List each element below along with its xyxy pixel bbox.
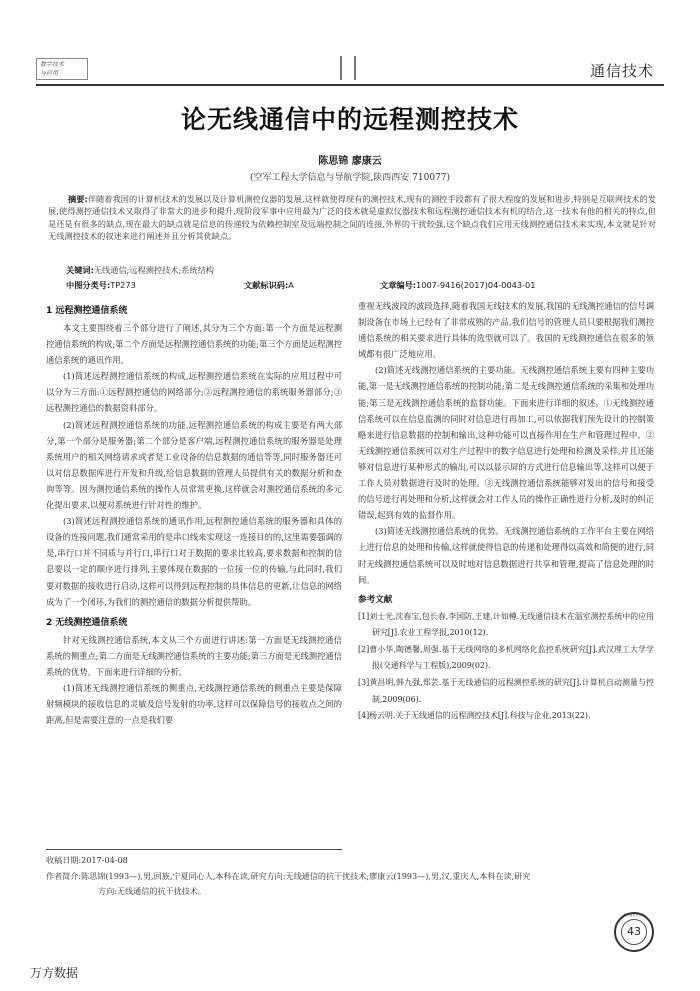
- paragraph: (2)简述远程测控通信系统的功能,远程测控通信系统的构成主要是有两大部分,第一个部分是服务器;第二个部分是客户端,远程测控通信系统的服务器是处理系统用户的相关网络请求或者是工业设备的信息数据的通信等等,同时服务器还可以对信息数据库进行开发和升级,给信息数据的管理人员提供有关的数据分析和查询等等。因为测控通信系统的操作人员常常更换,这样就会对测控通信系统的多元化提出要求,以便对系统进行针对性的维护。: [46, 419, 342, 511]
- header-rule: [36, 84, 664, 86]
- journal-logo-line2: 与应用: [40, 70, 59, 77]
- doc-code-value: A: [288, 280, 294, 290]
- keywords: [66, 265, 214, 276]
- article-number-label: 文章编号:: [380, 280, 417, 290]
- paragraph: (3)简述无线测控通信系统的优势。无线测控通信系统的工作平台主要在网络上进行信息的处理和传输,这样就使得信息的传递和处理得以高效和简便的进行,同时无线测控通信系统可以及时地对信息数据进行共享和管理,提高了信息处理的时间。: [358, 526, 654, 585]
- section-heading-2: 2 无线测控通信系统: [46, 617, 128, 628]
- right-column: [358, 298, 654, 725]
- paragraph: (1)简述无线测控通信系统的侧重点,无线测控通信系统的侧重点主要是保障射频模块的接收信息的灵敏及信号发射的功率,这样可以保障信号的接收点之间的距离,但是需要注意的一点是我们要: [46, 682, 342, 726]
- keywords-text: 无线通信;远程测控技术;系统结构: [93, 265, 214, 275]
- references-heading: 参考文献: [358, 594, 393, 605]
- reference-item: [1]刘士光,沈春宝,包长春,李国防,王建,计如樽.无线通信技术在温室测控系统中的应用研究[J].农业工程学报,2010(12).: [358, 611, 654, 638]
- abstract: [48, 193, 656, 242]
- clc-value: TP273: [110, 280, 136, 290]
- journal-logo: [36, 58, 88, 80]
- header-divider-bars: [340, 56, 364, 80]
- paragraph: (2)简述无线测控通信系统的主要功能。无线测控通信系统主要有四种主要功能,第一是无线测控通信系统的控制功能;第二是无线测控通信系统的采集和处理功能;第三是无线测控通信系统的监督功能。下面来进行详细的叙述。①无线测控通信系统可以在信息监测的同时对信息进行再加工,可以依据我们预先设计的控制策略来进行信息数据的控制和输出,这种功能可以直接作用在生产和管理过程中。②无线测控通信系统可以对生产过程中的数字信息进行处理和检测及采样,并且还能够对信息进行某种形式的输出,可以以显示屏的方式进行信息输出等,这样可以便于工作人员对数据进行及时的处理。③无线测控通信系统能够对发出的信号和接受的信号进行再处理和分析,这样就会对工作人员的操作正确性进行分析,及时的纠正错误,起到有效的监督作用。: [358, 365, 654, 521]
- article-title: 论无线通信中的远程测控技术: [180, 105, 519, 134]
- paragraph: 重视无线波段的波段选择,随着我国无线技术的发展,我国的无线测控通信的信号调制设备在市场上已经有了非常成熟的产品,我们信号的管理人员只要根据我们测控通信系统的相关要求进行具体的选型就可以了。我国的无线测控通信在很多的领域都有很广泛地应用。: [358, 301, 654, 360]
- author-bio: 作者简介:陈思锦(1993—),男,回族,宁夏同心人,本科在读,研究方向:无线通信的抗干扰技术;廖康云(1993—),男,汉,重庆人,本科在读,研究: [46, 870, 531, 881]
- clc-label: 中图分类号:: [66, 280, 111, 290]
- page-number-badge: [614, 912, 654, 952]
- clc-code: [66, 280, 136, 291]
- section-label: 通信技术: [589, 62, 654, 80]
- article-number-value: 1007-9416(2017)04-0043-01: [416, 280, 536, 290]
- paragraph: (1)简述远程测控通信系统的构成,远程测控通信系统在实际的应用过程中可以分为三方面:①远程测控通信的网络部分;②远程测控通信的系统服务器部分;③远程测控通信的数据资料部分。: [46, 371, 342, 414]
- section-heading-1: 1 远程测控通信系统: [46, 306, 128, 316]
- keywords-label: 关键词:: [66, 265, 94, 275]
- doc-code: [244, 280, 294, 291]
- journal-logo-line1: 数字技术: [40, 61, 65, 68]
- abstract-text: 伴随着我国的计算机技术的发展以及计算机测控仪器的发展,这样就使得现有的测控技术,现有的测控手段都有了很大程度的发展和进步,特别是互联网技术的发展,使得测控通信技术又取得了非常大的进步和提升,现阶段军事中应用最为广泛的技术就是虚拟仪器技术和远程测控通信技术有机的结合,这一技术有他的相关的特点,但是还是有很多的缺点,现在最大的缺点就是信息的传递较为依赖控制室及远端控制之间的连接,外界的干扰较强,这个缺点我们应用无线测控通信技术来实现,本文就是针对无线测控技术的叙述来进行阐述并且分析其优缺点。: [48, 194, 657, 241]
- footnote-rule: [46, 849, 342, 850]
- paragraph: 本文主要围绕着三个部分进行了阐述,其分为三个方面:第一个方面是远程测控通信系统的构成;第二个方面是远程测控通信系统的功能;第三个方面是远程测控通信系统的通讯作用。: [46, 323, 342, 366]
- badge-journal-text: 数字技术与应用: [623, 913, 645, 917]
- doc-code-label: 文献标识码:: [244, 280, 289, 290]
- footnote: [46, 853, 656, 900]
- abstract-label: 摘要:: [68, 194, 88, 204]
- reference-item: [2]曹小华,陶德馨,周强.基于无线网络的多机网络化监控系统研究[J].武汉理工大学学报(交通科学与工程版),2009(02).: [358, 644, 654, 671]
- page-number: 43: [621, 919, 647, 945]
- left-column: [46, 298, 342, 728]
- reference-item: [3]黄昌明,韩九强,郑芸.基于无线通信的远程测控系统的研究[J].计算机自动测量与控制,2009(06).: [358, 678, 654, 704]
- paragraph: 针对无线测控通信系统,本文从三个方面进行讲述:第一方面是无线测控通信系统的侧重点;第二方面是无线测控通信系统的主要功能;第三方面是无线测控通信系统的优势。下面来进行详细的分析。: [46, 634, 342, 677]
- reference-item: [4]杨云明.关于无线通信的远程测控技术[J].科技与企业,2013(22).: [358, 711, 591, 721]
- author-affiliation: (空军工程大学信息与导航学院,陕西西安 710077): [249, 173, 451, 183]
- author-bio-continued: 方向:无线通信的抗干扰技术。: [98, 886, 206, 896]
- paragraph: (3)简述远程测控通信系统的通讯作用,远程测控通信系统的服务器和具体的设备的连接问题,我们通常采用的是串口线来实现这一连接目的的,这里需要强调的是,串行口并不同质与并行口,串行口对于数据的要求比较高,要求数据和控制的信息要以一定的顺序进行排列,主要体现在数据的一位接一位的传输,与此同时,我们要对数据的接收进行启动,这样可以得到远程控制的具体信息的更新,让信息的网络成为了一个闭环,为我们的测控通信的数据分析提供帮助。: [46, 516, 342, 607]
- article-number: [380, 280, 535, 291]
- received-date: 收稿日期:2017-04-08: [46, 855, 128, 865]
- wanfang-watermark: 万方数据: [30, 966, 79, 980]
- article-authors: 陈思锦 廖康云: [318, 156, 382, 167]
